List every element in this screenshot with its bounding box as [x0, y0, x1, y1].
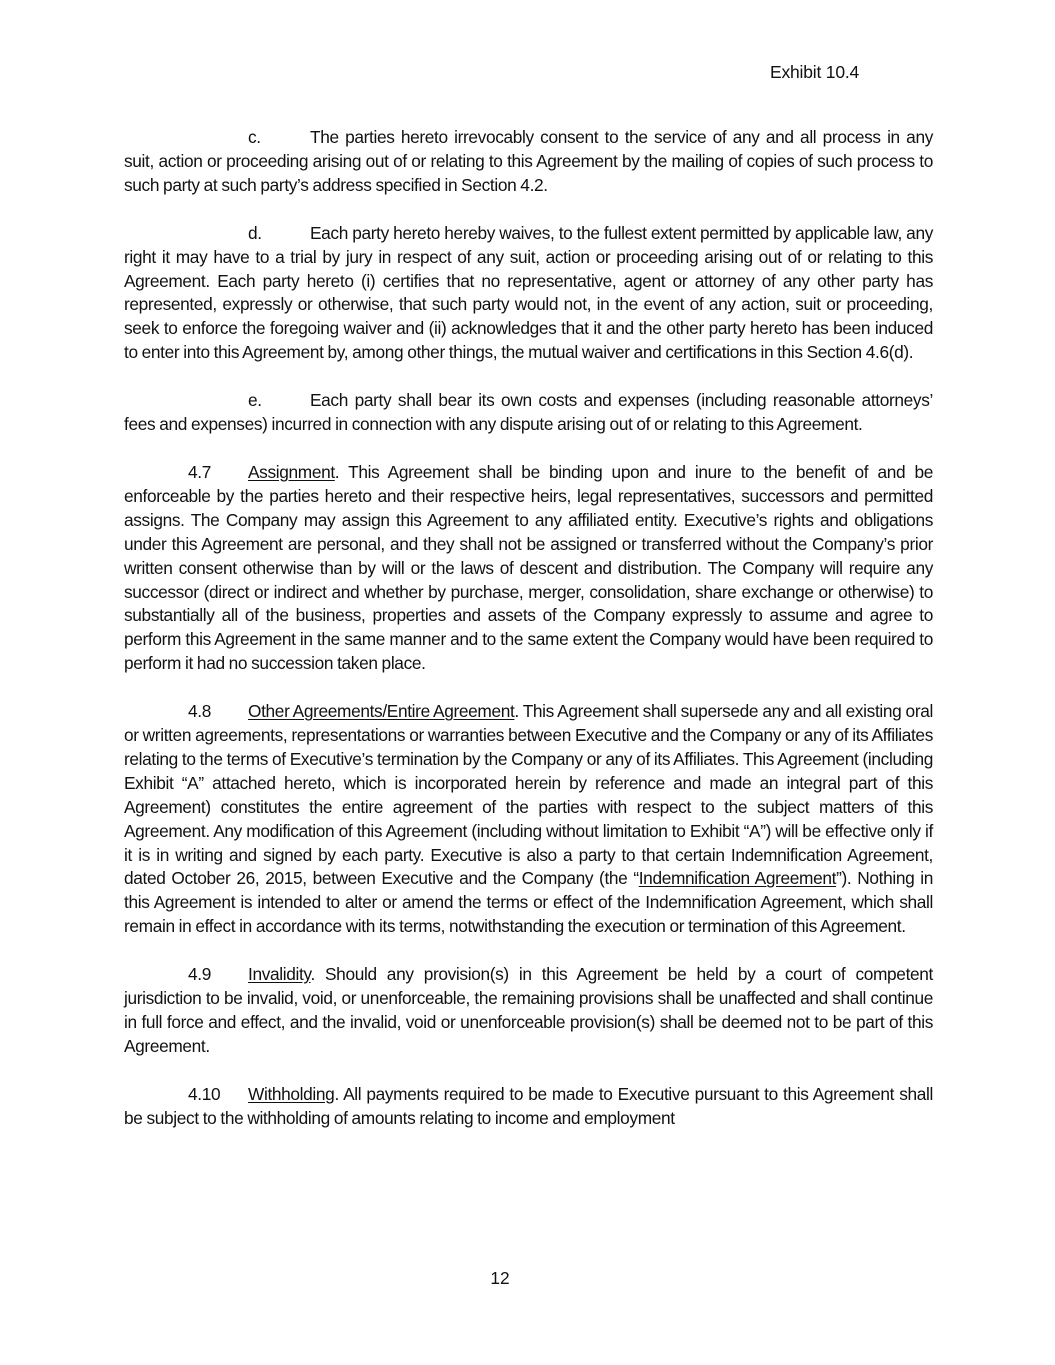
document-body	[124, 126, 933, 1155]
paragraph-c	[124, 126, 933, 198]
section-number: 4.7	[188, 461, 211, 482]
section-heading: Withholding	[248, 1083, 335, 1104]
section-4-10	[124, 1083, 933, 1131]
section-text: . All payments required to be made to Executive pursuant to this Agreement shall be subject to the withholding of amounts relating to income and employment	[124, 1083, 933, 1128]
defined-term: Indemnification Agreement	[638, 868, 837, 889]
section-number: 4.8	[188, 701, 211, 722]
section-4-7	[124, 461, 933, 676]
paragraph-text: Each party shall bear its own costs and expenses (including reasonable attorneys’ fees and expenses) incurred in connection with any dispute arising out of or relating to this Agreement.	[124, 390, 933, 435]
section-heading: Assignment	[248, 461, 335, 482]
section-number: 4.10	[188, 1083, 221, 1104]
paragraph-marker: d.	[248, 222, 262, 243]
section-4-8	[124, 700, 933, 939]
paragraph-text: Each party hereto hereby waives, to the fullest extent permitted by applicable law, any right it may have to a trial by jury in respect of any suit, action or proceeding arising out of or relating to this Agreement. Each party hereto (i) certifies that no representative, agent or attorney of any other party has represented, expressly or otherwise, that such party would not, in the event of any action, suit or proceeding, seek to enforce the foregoing waiver and (ii) acknowledges that it and the other party hereto has been induced to enter into this Agreement by, among other things, the mutual waiver and certifications in this Section 4.6(d).	[124, 222, 933, 363]
section-text-continued: ”). Nothing in this Agreement is intended to alter or amend the terms or effect of the Indemnification Agreement, which shall remain in effect in accordance with its terms, notwithstanding the execution or termination of this Agreement.	[124, 868, 933, 937]
paragraph-marker: c.	[248, 127, 261, 147]
paragraph-marker: e.	[248, 390, 262, 411]
section-number: 4.9	[188, 964, 211, 985]
paragraph-text: The parties hereto irrevocably consent to the service of any and all process in any suit, action or proceeding arising out of or relating to this Agreement by the mailing of copies of such process to such party at such party’s address specified in Section 4.2.	[124, 127, 933, 195]
section-text: . Should any provision(s) in this Agreement be held by a court of competent jurisdiction to be invalid, void, or unenforceable, the remaining provisions shall be unaffected and shall continue in full force and effect, and the invalid, void or unenforceable provision(s) shall be deemed not to be part of this Agreement.	[124, 964, 933, 1056]
section-heading: Other Agreements/Entire Agreement	[248, 701, 515, 722]
paragraph-d	[124, 222, 933, 365]
section-text: . This Agreement shall be binding upon and inure to the benefit of and be enforceable by the parties hereto and their respective heirs, legal representatives, successors and permitted assigns. The Company may assign this Agreement to any affiliated entity. Executive’s rights and obligations under this Agreement are personal, and they shall not be assigned or transferred without the Company’s prior written consent otherwise than by will or the laws of descent and distribution. The Company will require any successor (direct or indirect and whether by purchase, merger, consolidation, share exchange or otherwise) to substantially all of the business, properties and assets of the Company expressly to assume and agree to perform this Agreement in the same manner and to the same extent the Company would have been required to perform it had no succession taken place.	[124, 461, 933, 674]
section-text: . This Agreement shall supersede any and all existing oral or written agreements, representations or warranties between Executive and the Company or any of its Affiliates relating to the terms of Executive’s termination by the Company or any of its Affiliates. This Agreement (including Exhibit “A” attached hereto, which is incorporated herein by reference and made an integral part of this Agreement) constitutes the entire agreement of the parties with respect to the subject matters of this Agreement. Any modification of this Agreement (including without limitation to Exhibit “A”) will be effective only if it is in writing and signed by each party. Executive is also a party to that certain Indemnification Agreement, dated October 26, 2015, between Executive and the Company (the “	[124, 701, 933, 889]
page-number: 12	[490, 1268, 510, 1288]
paragraph-e	[124, 389, 933, 437]
exhibit-label: Exhibit 10.4	[770, 62, 860, 82]
section-heading: Invalidity	[248, 964, 311, 985]
section-4-9	[124, 963, 933, 1059]
